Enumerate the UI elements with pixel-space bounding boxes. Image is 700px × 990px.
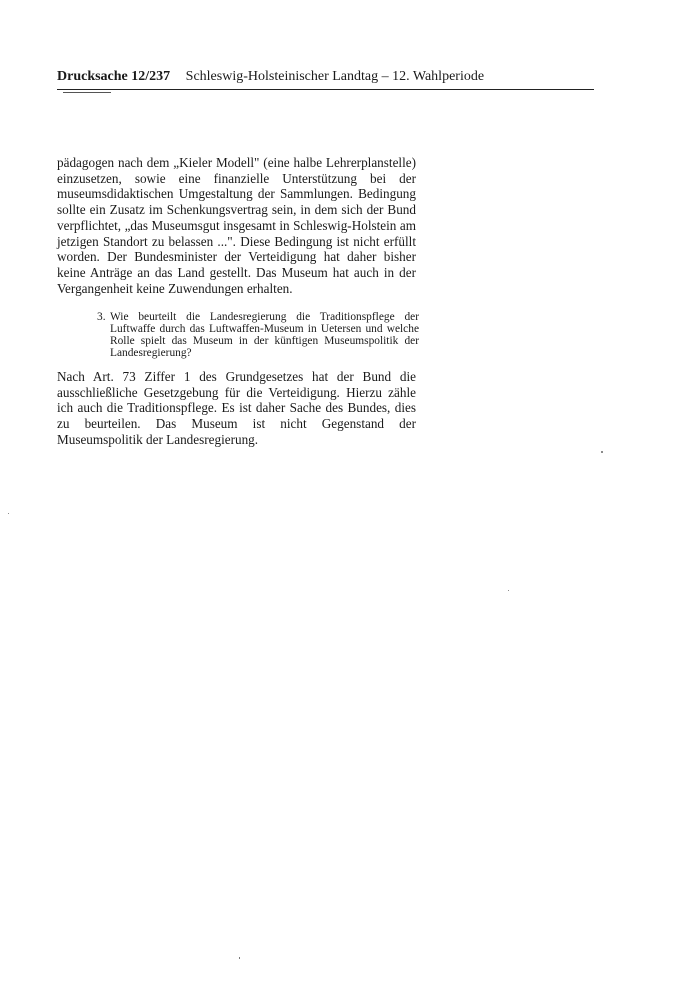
header-title: Schleswig-Holsteinischer Landtag – 12. Wahlperiode — [185, 69, 485, 84]
question-text: Wie beurteilt die Landesregierung die Traditionspflege der Luftwaffe durch das Luftwaffen-Museum in Uetersen und welche Rolle spielt das Museum in der künftigen Museumspolitik der Landesregierung? — [110, 311, 419, 360]
body-paragraph-1: pädagogen nach dem „Kieler Modell" (eine halbe Lehrerplanstelle) einzusetzen, sowie eine finanzielle Unterstützung bei der museumsdidaktischen Umgestaltung der Sammlungen. Bedingung sollte ein Zusatz im Schenkungsvertrag sein, in dem sich der Bund verpflichtet, „das Museumsgut insgesamt in Schleswig-Holstein am jetzigen Standort zu belassen ...". Diese Bedingung ist nicht erfüllt worden. Der Bundesminister der Verteidigung hat daher bisher keine Anträge an das Land gestellt. Das Museum hat auch in der Vergangenheit keine Zuwendungen erhalten. — [57, 155, 416, 296]
page-header — [57, 68, 597, 86]
question-item — [97, 311, 419, 359]
header-underline-mark — [63, 92, 111, 93]
document-number: Drucksache 12/237 — [57, 69, 171, 84]
header-rule — [57, 89, 594, 90]
scan-speck — [508, 590, 509, 591]
body-paragraph-2: Nach Art. 73 Ziffer 1 des Grundgesetzes hat der Bund die ausschließliche Gesetzgebung für die Verteidigung. Hierzu zähle ich auch die Traditionspflege. Es ist daher Sache des Bundes, dies zu beurteilen. Das Museum ist nicht Gegenstand der Museumspolitik der Landesregierung. — [57, 369, 416, 447]
question-number: 3. — [97, 311, 106, 323]
scan-speck — [239, 957, 240, 959]
scan-speck — [601, 451, 603, 453]
scan-speck — [8, 513, 9, 514]
